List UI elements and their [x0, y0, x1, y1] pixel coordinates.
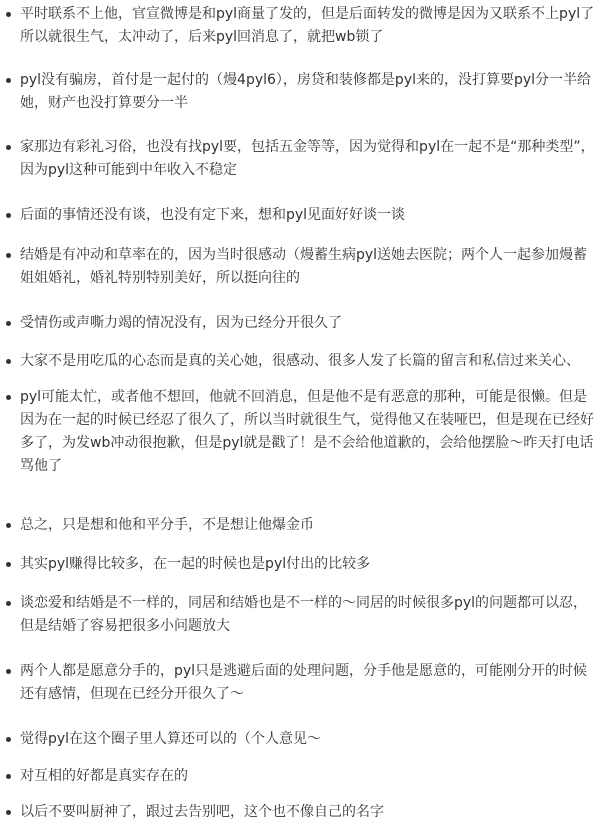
bullet-dot	[6, 810, 11, 815]
list-item-text: 对互相的好都是真实存在的	[20, 768, 188, 784]
bullet-dot	[6, 213, 11, 218]
bullet-dot	[6, 562, 11, 567]
bullet-dot	[6, 523, 11, 528]
bullet-dot	[6, 774, 11, 779]
bullet-dot	[6, 253, 11, 258]
bullet-dot	[6, 359, 11, 364]
bullet-dot	[6, 601, 11, 606]
bullet-dot	[6, 737, 11, 742]
list-item-text: 以后不要叫厨神了，跟过去告别吧，这个也不像自己的名字	[20, 804, 384, 820]
list-item-text: 后面的事情还没有谈，也没有定下来，想和pyl见面好好谈一谈	[20, 207, 406, 223]
list-item-text: 大家不是用吃瓜的心态而是真的关心她，很感动、很多人发了长篇的留言和私信过来关心、	[20, 353, 580, 369]
list-item-text: 总之，只是想和他和平分手，不是想让他爆金币	[20, 517, 314, 533]
list-item-text: 结婚是有冲动和草率在的，因为当时很感动（熳蓄生病pyl送她去医院；两个人一起参加熳蓄 姐姐婚礼，婚礼特别特别美好，所以挺向往的	[20, 247, 588, 286]
list-item-text: 平时联系不上他，官宣微博是和pyl商量了发的，但是后面转发的微博是因为又联系不上pyl了 所以就很生气，太冲动了，后来pyl回消息了，就把wb锁了	[20, 6, 595, 45]
bullet-dot	[6, 12, 11, 17]
list-item-text: 其实pyl赚得比较多，在一起的时候也是pyl付出的比较多	[20, 556, 371, 572]
list-item-text: 受情伤或声嘶力竭的情况没有，因为已经分开很久了	[20, 315, 342, 331]
list-item-text: 谈恋爱和结婚是不一样的，同居和结婚也是不一样的～同居的时候很多pyl的问题都可以忍， 但是结婚了容易把很多小问题放大	[20, 595, 588, 634]
list-item-text: 两个人都是愿意分手的，pyl只是逃避后面的处理问题，分手他是愿意的，可能刚分开的时候 还有感情，但现在已经分开很久了～	[20, 663, 588, 702]
bullet-dot	[6, 321, 11, 326]
list-item-text: pyl没有骗房，首付是一起付的（熳4pyl6），房贷和装修都是pyl来的，没打算要pyl分一半给 她，财产也没打算要分一半	[20, 72, 592, 111]
bullet-dot	[6, 145, 11, 150]
bullet-dot	[6, 395, 11, 400]
list-item-text: 家那边有彩礼习俗，也没有找pyl要，包括五金等等，因为觉得和pyl在一起不是“那种类型”， 因为pyl这种可能到中年收入不稳定	[20, 139, 595, 178]
list-item-text: 觉得pyl在这个圈子里人算还可以的（个人意见～	[20, 731, 322, 747]
list-item-text: pyl可能太忙，或者他不想回，他就不回消息，但是他不是有恶意的那种，可能是很懒。但是 因为在一起的时候已经忍了很久了，所以当时就很生气，觉得他又在装哑巴，但是现在已经好 多了，为发wb冲动很抱歉，但是pyl就是戳了！是不会给他道歉的，会给他摆脸～昨天打电话 骂他了	[20, 389, 594, 474]
bullet-dot	[6, 669, 11, 674]
bullet-dot	[6, 78, 11, 83]
